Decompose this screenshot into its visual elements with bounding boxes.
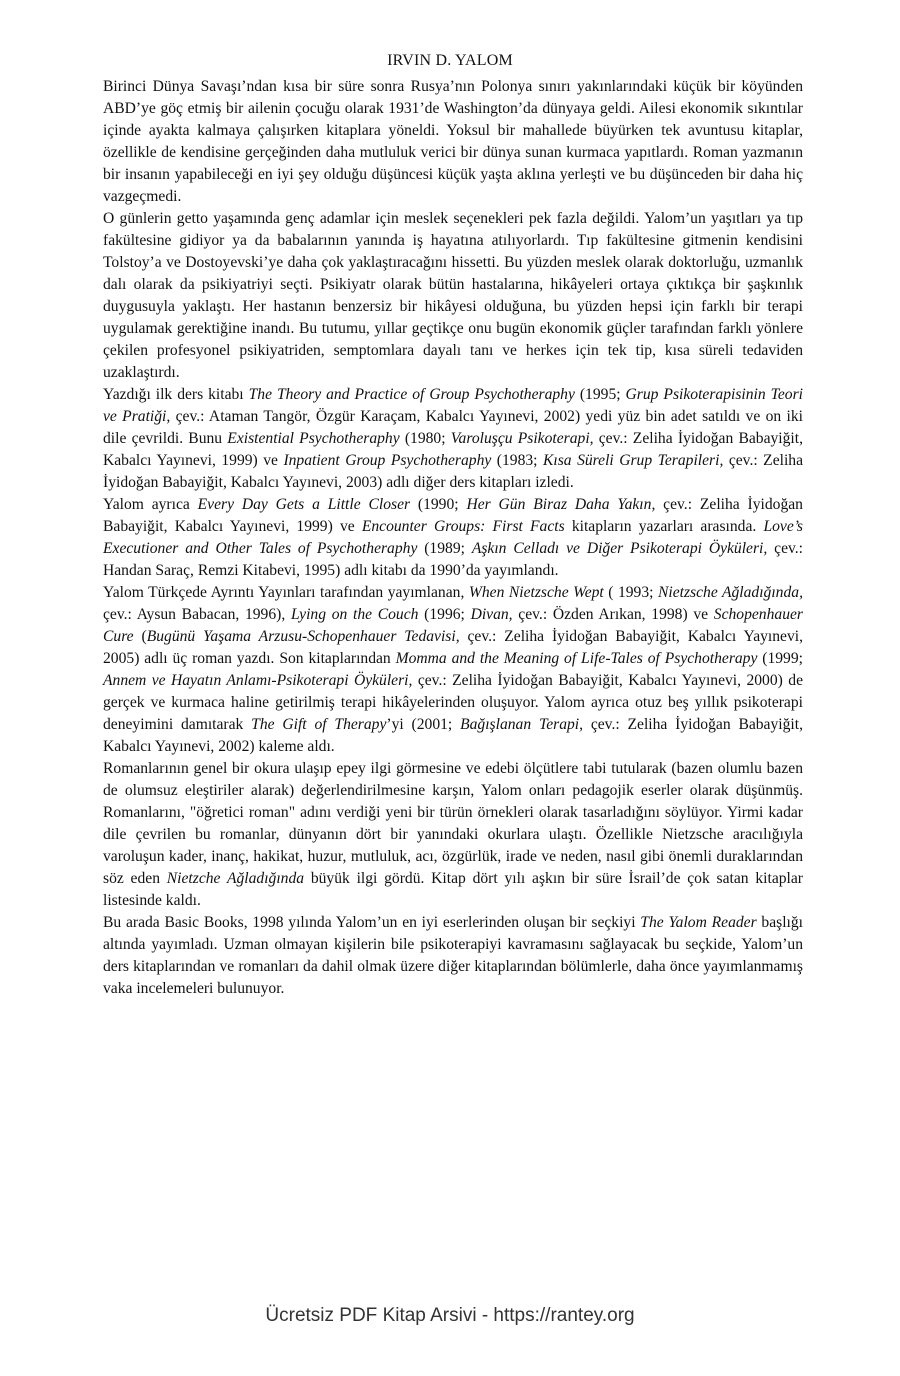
paragraph: [103, 208, 803, 384]
italic-title: The Yalom Reader: [640, 914, 757, 931]
text-run: (1995;: [574, 386, 626, 403]
italic-title: Nietzche Ağladığında: [166, 870, 305, 887]
italic-title: Varoluşçu Psikoterapi,: [450, 430, 594, 447]
text-run: (1990;: [410, 496, 467, 513]
italic-title: When Nietzsche Wept: [468, 584, 604, 601]
text-run: Bu arada Basic Books, 1998 yılında Yalom’un en iyi eserlerinden oluşan bir seçkiyi: [103, 914, 641, 931]
italic-title: Bugünü Yaşama Arzusu-Schopenhauer Tedavisi,: [146, 628, 460, 645]
text-run: çev.: Zeliha İyidoğan Babayiğit, Kabalcı Yayınevi, 1999) ve: [103, 496, 803, 535]
paragraph: [103, 758, 803, 912]
italic-title: The Theory and Practice of Group Psychotheraphy: [248, 386, 575, 403]
text-run: çev.: Zeliha İyidoğan Babayiğit, Kabalcı Yayınevi, 2003) adlı diğer ders kitapları izledi.: [103, 452, 804, 491]
text-run: Birinci Dünya Savaşı’ndan kısa bir süre sonra Rusya’nın Polonya sınırı yakınlarındaki küçük bir köyünden ABD’ye göç etmiş bir ailenin çocuğu olarak 1931’de Washington’da dünyaya geldi. Ailesi ekonomik sıkıntılar içinde ayakta kalmaya çalışırken kitaplara yöneldi. Yoksul bir mahallede büyürken tek avuntusu kitaplar, özellikle de kendisine gerçeğinden daha mutluluk verici bir dünya sunan kurmaca yapıtlardı. Roman yazmanın bir insanın yapabileceği en iyi şey olduğu düşüncesi küçük yaşta aklına yerleşti ve bu düşünceden bir daha hiç vazgeçmedi.: [103, 78, 803, 205]
running-header: IRVIN D. YALOM: [387, 52, 513, 69]
text-run: Yazdığı ilk ders kitabı: [103, 386, 249, 403]
italic-title: Existential Psychotheraphy: [227, 430, 400, 447]
text-run: çev.: Handan Saraç, Remzi Kitabevi, 1995) adlı kitabı da 1990’da yayımlandı.: [103, 540, 804, 579]
italic-title: Schopenhauer Cure: [103, 606, 803, 645]
italic-title: Her Gün Biraz Daha Yakın,: [466, 496, 656, 513]
text-run: başlığı altında yayımladı. Uzman olmayan kişilerin bile psikoterapiyi kavramasını sağlayacak bu seçkide, Yalom’un ders kitaplarından ve romanları da dahil olmak üzere diğer kitaplarından bölümlerle, daha önce yayımlanmamış vaka incelemeleri bulunuyor.: [103, 914, 803, 997]
italic-title: Love’s Executioner and Other Tales of Psychotheraphy: [103, 518, 803, 557]
text-run: ( 1993;: [603, 584, 658, 601]
italic-title: Every Day Gets a Little Closer: [197, 496, 411, 513]
paragraph: [103, 912, 803, 1000]
footer-watermark: Ücretsiz PDF Kitap Arsivi - https://rantey.org: [265, 1305, 635, 1326]
text-run: (: [133, 628, 147, 645]
text-run: çev.: Zeliha İyidoğan Babayiğit, Kabalcı Yayınevi, 2005) adlı üç roman yazdı. Son kitaplarından: [103, 628, 804, 667]
text-run: Yalom ayrıca: [103, 496, 198, 513]
italic-title: Momma and the Meaning of Life-Tales of Psychotherapy: [395, 650, 758, 667]
paragraph: [103, 494, 803, 582]
italic-title: Lying on the Couch: [290, 606, 419, 623]
italic-title: The Gift of Therapy: [251, 716, 387, 733]
text-run: Romanlarının genel bir okura ulaşıp epey ilgi görmesine ve edebi ölçütlere tabi tutularak (bazen olumlu bazen de olumsuz eleştiriler alarak) değerlendirilmesine karşın, Yalom onları pedagojik eserler olarak düşünmüş. Romanlarını, "öğretici roman" adını verdiği yeni bir türün örnekleri olarak tasarladığını söylüyor. Yirmi kadar dile çevrilen bu romanlar, dünyanın dört bir yanındaki okurlara ulaştı. Özellikle Nietzsche aracılığıyla varoluşun kader, inanç, hakikat, huzur, mutluluk, acı, özgürlük, irade ve neden, nasıl gibi önemli duraklarından söz eden: [103, 760, 803, 887]
text-run: O günlerin getto yaşamında genç adamlar için meslek seçenekleri pek fazla değildi. Yalom’un yaşıtları ya tıp fakültesine gidiyor ya da babalarının yanında iş hayatına atılıyorlardı. Tıp fakültesine gitmenin kendisini Tolstoy’a ve Dostoyevski’ye daha çok yaklaştıracağını hissetti. Bu yüzden meslek olarak doktorluğu, uzmanlık dalı olarak da psikiyatriyi seçti. Psikiyatr olarak bütün hastalarına, hikâyeleri ortaya çıktıkça bir şaşkınlık duygusuyla yaklaştı. Her hastanın benzersiz bir hikâyesi olduğuna, bu yüzden hepsi için farklı bir terapi uygulamak gerektiğine inandı. Bu tutumu, yıllar geçtikçe onu bugün ekonomik güçler tarafından farklı yönlere çekilen profesyonel psikiyatriden, semptomlara dayalı tanı ve herkes için tek tip, kısa süreli tedaviden uzaklaştırdı.: [103, 210, 803, 381]
text-run: çev.: Ataman Tangör, Özgür Karaçam, Kabalcı Yayınevi, 2002) yedi yüz bin adet satıldı ve on iki dile çevrildi. Bunu: [103, 408, 803, 447]
text-run: çev.: Aysun Babacan, 1996),: [103, 606, 291, 623]
text-run: büyük ilgi gördü. Kitap dört yılı aşkın bir süre İsrail’de çok satan kitaplar listesinde kaldı.: [103, 870, 803, 909]
italic-title: Encounter Groups: First Facts: [361, 518, 565, 535]
italic-title: Bağışlanan Terapi,: [460, 716, 584, 733]
text-run: çev.: Zeliha İyidoğan Babayiğit, Kabalcı Yayınevi, 2000) de gerçek ve kurmaca haline getirilmiş terapi hikâyelerinden oluşuyor. Yalom ayrıca otuz beş yıllık psikoterapi deneyimini damıtarak: [103, 672, 803, 733]
italic-title: Aşkın Celladı ve Diğer Psikoterapi Öyküleri,: [471, 540, 768, 557]
italic-title: Divan,: [470, 606, 513, 623]
text-run: (1980;: [399, 430, 451, 447]
text-run: Yalom Türkçede Ayrıntı Yayınları tarafından yayımlanan,: [103, 584, 469, 601]
text-run: ’yi (2001;: [386, 716, 461, 733]
paragraph: [103, 384, 803, 494]
text-run: (1999;: [757, 650, 803, 667]
text-run: (1996;: [418, 606, 471, 623]
italic-title: Inpatient Group Psychotheraphy: [283, 452, 492, 469]
text-run: çev.: Özden Arıkan, 1998) ve: [512, 606, 714, 623]
text-run: çev.: Zeliha İyidoğan Babayiğit, Kabalcı Yayınevi, 2002) kaleme aldı.: [103, 716, 803, 755]
text-run: çev.: Zeliha İyidoğan Babayiğit, Kabalcı Yayınevi, 1999) ve: [103, 430, 803, 469]
paragraph: [103, 76, 803, 208]
italic-title: Annem ve Hayatın Anlamı-Psikoterapi Öyküleri,: [103, 672, 413, 689]
text-run: (1983;: [491, 452, 543, 469]
paragraph: [103, 582, 803, 758]
body-text: [103, 76, 803, 1000]
text-run: kitapların yazarları arasında.: [564, 518, 764, 535]
italic-title: Kısa Süreli Grup Terapileri,: [543, 452, 724, 469]
italic-title: Grup Psikoterapisinin Teori ve Pratiği,: [103, 386, 803, 425]
text-run: (1989;: [417, 540, 472, 557]
italic-title: Nietzsche Ağladığında,: [657, 584, 803, 601]
